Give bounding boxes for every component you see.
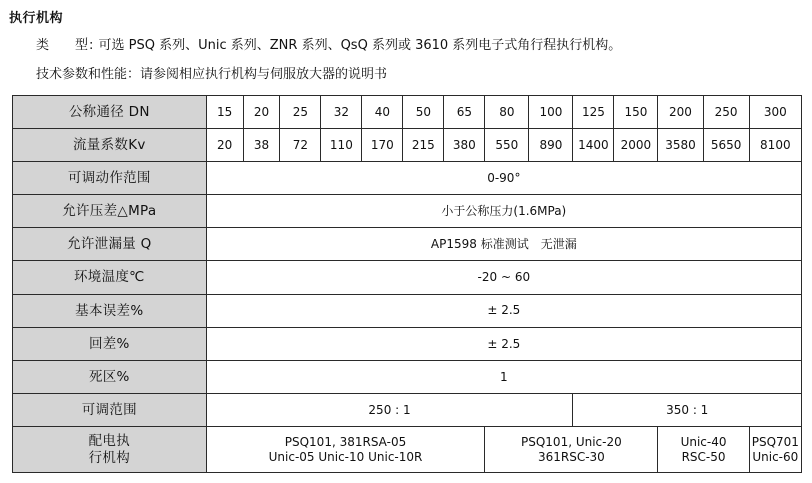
dn-cell: 250 xyxy=(703,96,749,129)
kv-cell: 215 xyxy=(403,129,444,162)
type-label-a: 类 xyxy=(36,38,51,53)
row-actuator xyxy=(13,427,802,473)
kv-cell: 170 xyxy=(362,129,403,162)
type-line xyxy=(36,34,621,53)
actuator-group xyxy=(658,427,749,473)
hysteresis-value: ± 2.5 xyxy=(206,327,801,360)
dn-cell: 100 xyxy=(529,96,573,129)
row-label-range: 可调范围 xyxy=(13,393,207,426)
row-label-leakage: 允许泄漏量 Q xyxy=(13,228,207,261)
row-label-dn: 公称通径 DN xyxy=(13,96,207,129)
dn-cell: 80 xyxy=(485,96,529,129)
row-range xyxy=(13,393,802,426)
row-basic-error xyxy=(13,294,802,327)
params-line: 技术参数和性能：请参阅相应执行机构与伺服放大器的说明书 xyxy=(36,67,388,82)
kv-cell: 3580 xyxy=(658,129,703,162)
dn-cell: 50 xyxy=(403,96,444,129)
kv-cell: 380 xyxy=(444,129,485,162)
type-text: 可选 PSQ 系列、Unic 系列、ZNR 系列、QsQ 系列或 3610 系列电子式角行程执行机构。 xyxy=(98,38,622,53)
row-label-actuator xyxy=(13,427,207,473)
actuator-group-line2: 361RSC-30 xyxy=(537,449,605,464)
range-value-left: 250 : 1 xyxy=(206,393,573,426)
kv-cell: 1400 xyxy=(573,129,614,162)
dn-cell: 150 xyxy=(614,96,658,129)
kv-cell: 110 xyxy=(321,129,362,162)
kv-cell: 8100 xyxy=(749,129,801,162)
pressure-value: 小于公称压力(1.6MPa) xyxy=(206,195,801,228)
dead-zone-value: 1 xyxy=(206,360,801,393)
actuator-group-line2: Unic-05 Unic-10 Unic-10R xyxy=(268,449,423,464)
actuator-label-line1: 配电执 xyxy=(88,433,131,450)
row-label-kv: 流量系数Kv xyxy=(13,129,207,162)
actuator-group-line1: PSQ701 xyxy=(751,435,799,450)
row-hysteresis xyxy=(13,327,802,360)
actuator-group-line1: Unic-40 xyxy=(680,435,727,450)
dn-cell: 200 xyxy=(658,96,703,129)
section-title: 执行机构 xyxy=(9,11,64,26)
actuator-group xyxy=(485,427,658,473)
dn-cell: 25 xyxy=(280,96,321,129)
kv-cell: 72 xyxy=(280,129,321,162)
row-label-dead-zone: 死区% xyxy=(13,360,207,393)
row-pressure xyxy=(13,195,802,228)
leakage-value: AP1598 标准测试 无泄漏 xyxy=(206,228,801,261)
kv-cell: 20 xyxy=(206,129,243,162)
angle-value: 0-90° xyxy=(206,162,801,195)
row-dead-zone xyxy=(13,360,802,393)
type-label-b: 型: xyxy=(75,38,95,53)
dn-cell: 15 xyxy=(206,96,243,129)
temperature-value: -20 ~ 60 xyxy=(206,261,801,294)
actuator-group-line1: PSQ101, 381RSA-05 xyxy=(284,435,407,450)
dn-cell: 40 xyxy=(362,96,403,129)
kv-cell: 550 xyxy=(485,129,529,162)
kv-cell: 5650 xyxy=(703,129,749,162)
actuator-group xyxy=(749,427,801,473)
row-label-pressure: 允许压差△MPa xyxy=(13,195,207,228)
actuator-group-line2: Unic-60 xyxy=(752,449,799,464)
kv-cell: 2000 xyxy=(614,129,658,162)
row-temperature xyxy=(13,261,802,294)
row-label-angle: 可调动作范围 xyxy=(13,162,207,195)
dn-cell: 125 xyxy=(573,96,614,129)
spec-table xyxy=(12,95,802,473)
kv-cell: 38 xyxy=(243,129,280,162)
actuator-group xyxy=(206,427,485,473)
dn-cell: 300 xyxy=(749,96,801,129)
row-label-temperature: 环境温度℃ xyxy=(13,261,207,294)
row-kv xyxy=(13,129,802,162)
row-dn xyxy=(13,96,802,129)
row-label-basic-error: 基本误差% xyxy=(13,294,207,327)
dn-cell: 20 xyxy=(243,96,280,129)
dn-cell: 65 xyxy=(444,96,485,129)
range-value-right: 350 : 1 xyxy=(573,393,802,426)
actuator-group-line2: RSC-50 xyxy=(681,449,726,464)
basic-error-value: ± 2.5 xyxy=(206,294,801,327)
actuator-group-line1: PSQ101, Unic-20 xyxy=(521,435,622,450)
row-leakage xyxy=(13,228,802,261)
kv-cell: 890 xyxy=(529,129,573,162)
actuator-label-line2: 行机构 xyxy=(88,449,131,466)
row-angle xyxy=(13,162,802,195)
row-label-hysteresis: 回差% xyxy=(13,327,207,360)
dn-cell: 32 xyxy=(321,96,362,129)
